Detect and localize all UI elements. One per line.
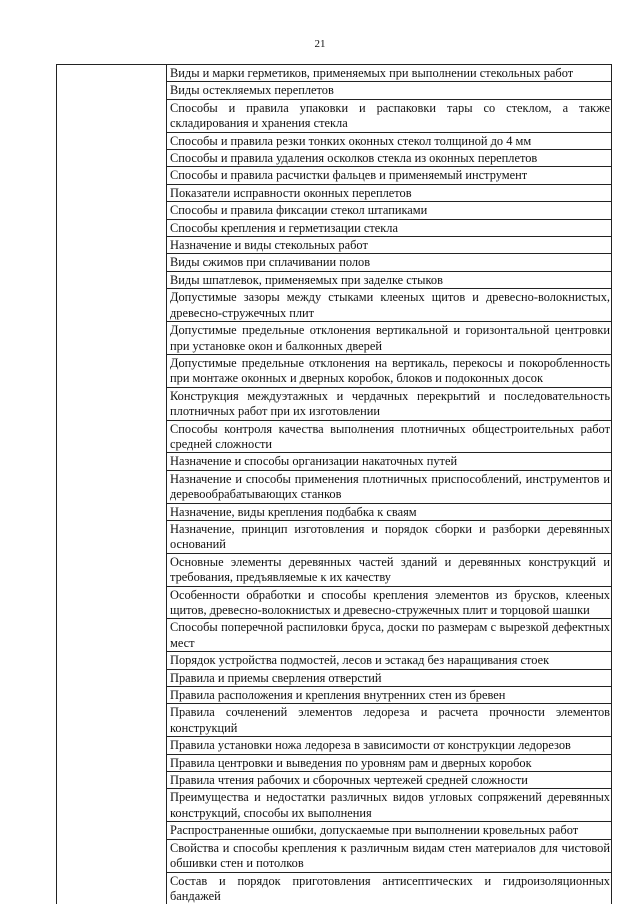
table-row: Правила центровки и выведения по уровням рам и дверных коробок xyxy=(167,755,612,772)
table-row: Способы и правила резки тонких оконных стекол толщиной до 4 мм xyxy=(167,133,612,150)
page-number: 21 xyxy=(314,38,326,50)
table-row: Способы поперечной распиловки бруса, доски по размерам с вырезкой дефектных мест xyxy=(167,619,612,652)
table-row: Назначение и способы организации накаточных путей xyxy=(167,453,612,470)
table-row: Свойства и способы крепления к различным видам стен материалов для чистовой обшивки стен и потолков xyxy=(167,840,612,873)
table-row: Способы контроля качества выполнения плотничных общестроительных работ средней сложности xyxy=(167,421,612,454)
table-row: Способы и правила упаковки и распаковки тары со стеклом, а также складирования и хранения стекла xyxy=(167,100,612,133)
table-row: Правила расположения и крепления внутренних стен из бревен xyxy=(167,687,612,704)
table-right-column xyxy=(167,65,612,904)
table-row: Допустимые зазоры между стыками клееных щитов и древесно-волокнистых, древесно-стружечных плит xyxy=(167,289,612,322)
table-row: Допустимые предельные отклонения вертикальной и горизонтальной центровки при установке окон и балконных дверей xyxy=(167,322,612,355)
table-row: Преимущества и недостатки различных видов угловых сопряжений деревянных конструкций, способы их выполнения xyxy=(167,789,612,822)
table-left-cell xyxy=(57,65,167,904)
table-row: Назначение и виды стекольных работ xyxy=(167,237,612,254)
table-row: Распространенные ошибки, допускаемые при выполнении кровельных работ xyxy=(167,822,612,839)
table-row: Основные элементы деревянных частей зданий и деревянных конструкций и требования, предъявляемые к их качеству xyxy=(167,554,612,587)
table-row: Правила сочленений элементов ледореза и расчета прочности элементов конструкций xyxy=(167,704,612,737)
table-row: Допустимые предельные отклонения на вертикаль, перекосы и покоробленность при монтаже оконных и дверных коробок, блоков и подоконных досок xyxy=(167,355,612,388)
table-row: Способы и правила расчистки фальцев и применяемый инструмент xyxy=(167,167,612,184)
table-row: Способы крепления и герметизации стекла xyxy=(167,220,612,237)
table-row: Правила чтения рабочих и сборочных чертежей средней сложности xyxy=(167,772,612,789)
table-row: Показатели исправности оконных переплетов xyxy=(167,185,612,202)
table-row: Назначение, виды крепления подбабка к сваям xyxy=(167,504,612,521)
table-row: Состав и порядок приготовления антисептических и гидроизоляционных бандажей xyxy=(167,873,612,905)
table-row: Порядок устройства подмостей, лесов и эстакад без наращивания стоек xyxy=(167,652,612,669)
table-row: Правила установки ножа ледореза в зависимости от конструкции ледорезов xyxy=(167,737,612,754)
table-row: Конструкция междуэтажных и чердачных перекрытий и последовательность плотничных работ при их изготовлении xyxy=(167,388,612,421)
table-row: Виды сжимов при сплачивании полов xyxy=(167,254,612,271)
table-row: Виды и марки герметиков, применяемых при выполнении стекольных работ xyxy=(167,65,612,82)
table-row: Назначение, принцип изготовления и порядок сборки и разборки деревянных оснований xyxy=(167,521,612,554)
table-row: Способы и правила удаления осколков стекла из оконных переплетов xyxy=(167,150,612,167)
table-row: Особенности обработки и способы крепления элементов из брусков, клееных щитов, древесно-волокнистых и древесно-стружечных плит и торцовой шашки xyxy=(167,587,612,620)
table-row: Способы и правила фиксации стекол штапиками xyxy=(167,202,612,219)
table-row: Правила и приемы сверления отверстий xyxy=(167,670,612,687)
table-row: Виды шпатлевок, применяемых при заделке стыков xyxy=(167,272,612,289)
table-row: Виды остекляемых переплетов xyxy=(167,82,612,99)
table-row: Назначение и способы применения плотничных приспособлений, инструментов и деревообрабатывающих станков xyxy=(167,471,612,504)
requirements-table xyxy=(56,64,612,904)
